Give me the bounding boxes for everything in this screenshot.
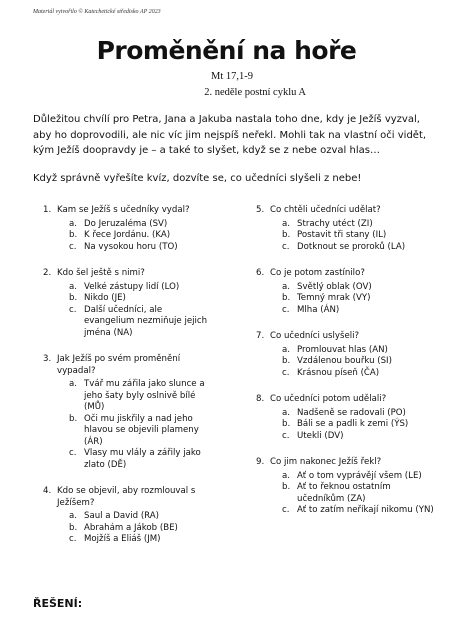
- answer-option: [282, 471, 436, 483]
- option-text: Další učedníci, ale evangelium nezmiňuje jejich jména (NA): [84, 304, 208, 338]
- quiz-question: [43, 268, 213, 339]
- question-number: 5.: [256, 205, 265, 215]
- option-letter: a.: [282, 218, 290, 229]
- option-text: Postavit tři stany (IL): [297, 230, 387, 240]
- answer-option: [282, 345, 436, 357]
- option-text: Ať to řeknou ostatním učedníkům (ZA): [297, 482, 391, 504]
- option-text: Na vysokou horu (TO): [84, 241, 178, 252]
- question-text: Co jim nakonec Ježíš řekl?: [270, 457, 382, 467]
- option-letter: b.: [69, 413, 78, 424]
- option-letter: c.: [69, 304, 77, 315]
- quiz-question: [43, 205, 213, 253]
- option-text: K řece Jordánu. (KA): [84, 230, 171, 240]
- option-letter: b.: [69, 293, 78, 303]
- answer-options: [69, 511, 213, 546]
- quiz-question: [256, 394, 436, 442]
- question-text: Co je potom zastínilo?: [270, 268, 365, 278]
- question-text: Co učedníci uslyšeli?: [270, 331, 360, 341]
- question-text: Kdo šel ještě s nimi?: [57, 268, 145, 278]
- answer-option: [282, 305, 436, 317]
- question-header: [256, 331, 436, 343]
- intro-paragraph: Důležitou chvílí pro Petra, Jana a Jakuba nastala toho dne, kdy je Ježíš vyzval, aby ho doprovodili, ale nic víc jim nejspíš neřekl. Mohli tak na vlastní oči vidět, kým Ježíš doopravdy je – a také to slyšet, když se z nebe ozval hlas…: [33, 114, 427, 156]
- option-text: Oči mu jiskřily a nad jeho hlavou se objevili plameny (ÁR): [84, 413, 199, 447]
- question-text: Co chtěli učedníci udělat?: [270, 205, 381, 215]
- answer-option: [282, 431, 436, 443]
- question-header: [256, 268, 436, 280]
- answer-options: [69, 379, 213, 471]
- answer-option: [69, 448, 213, 471]
- option-letter: b.: [282, 356, 291, 366]
- option-letter: a.: [282, 470, 290, 481]
- quiz-question: [256, 268, 436, 316]
- option-letter: a.: [69, 379, 77, 389]
- answer-options: [282, 345, 436, 380]
- answer-option: [282, 230, 436, 242]
- answer-option: [69, 379, 213, 414]
- option-text: Utekli (DV): [297, 430, 344, 441]
- option-letter: c.: [282, 304, 290, 315]
- option-letter: b.: [282, 230, 291, 240]
- question-text: Co učedníci potom udělali?: [270, 394, 387, 404]
- question-number: 4.: [43, 486, 52, 496]
- option-text: Tvář mu zářila jako slunce a jeho šaty byly oslnivě bílé (MŮ): [84, 379, 205, 412]
- question-text: Jak Ježíš po svém proměnění vypadal?: [57, 354, 181, 376]
- question-number: 9.: [256, 457, 265, 467]
- question-header: [43, 486, 213, 509]
- answer-options: [282, 408, 436, 443]
- option-letter: a.: [69, 511, 77, 521]
- answer-option: [282, 368, 436, 380]
- answer-option: [282, 505, 436, 517]
- quiz-question: [43, 486, 213, 546]
- question-header: [43, 354, 213, 377]
- questions-left-column: [43, 205, 213, 561]
- question-number: 7.: [256, 331, 265, 341]
- option-text: Ať o tom vyprávějí všem (LE): [297, 470, 422, 481]
- answer-options: [282, 282, 436, 317]
- quiz-question: [256, 457, 436, 517]
- question-text: Kdo se objevil, aby rozmlouval s Ježíšem?: [57, 486, 196, 508]
- option-letter: a.: [69, 281, 77, 292]
- option-text: Temný mrak (VY): [297, 293, 371, 303]
- answer-option: [69, 305, 213, 340]
- option-text: Nadšeně se radovali (PO): [297, 407, 406, 418]
- answer-option: [69, 230, 213, 242]
- option-letter: c.: [69, 241, 77, 252]
- option-text: Nikdo (JE): [84, 293, 126, 303]
- questions-right-column: [256, 205, 436, 532]
- answer-option: [69, 534, 213, 546]
- answer-option: [282, 408, 436, 420]
- option-text: Abrahám a Jákob (BE): [84, 522, 178, 533]
- question-number: 1.: [43, 205, 52, 215]
- option-letter: a.: [69, 218, 77, 229]
- question-header: [256, 457, 436, 469]
- option-letter: b.: [69, 522, 78, 533]
- option-text: Do Jeruzaléma (SV): [84, 218, 168, 229]
- question-number: 2.: [43, 268, 52, 278]
- option-text: Mojžíš a Eliáš (JM): [84, 534, 161, 544]
- answer-option: [282, 282, 436, 294]
- question-number: 6.: [256, 268, 265, 278]
- option-letter: a.: [282, 281, 290, 292]
- question-header: [256, 205, 436, 217]
- quiz-question: [43, 354, 213, 471]
- option-letter: c.: [282, 367, 290, 378]
- option-text: Saul a David (RA): [84, 511, 160, 521]
- option-text: Ať to zatím neříkají nikomu (YN): [297, 505, 434, 515]
- answer-option: [282, 419, 436, 431]
- option-letter: b.: [282, 419, 291, 429]
- option-text: Strachy utéct (ZI): [297, 218, 373, 229]
- answer-options: [69, 219, 213, 254]
- answer-option: [69, 242, 213, 254]
- quiz-instruction: Když správně vyřešíte kvíz, dozvíte se, co učedníci slyšeli z nebe!: [33, 173, 362, 184]
- option-letter: b.: [69, 230, 78, 240]
- option-text: Vzdálenou bouřku (SI): [297, 356, 392, 366]
- answer-option: [69, 523, 213, 535]
- option-text: Vlasy mu vlály a zářily jako zlato (DĚ): [84, 448, 201, 470]
- option-letter: c.: [282, 430, 290, 441]
- liturgical-sunday: 2. neděle postní cyklu A: [204, 87, 306, 98]
- option-text: Mlha (ÁN): [297, 304, 340, 315]
- option-text: Báli se a padli k zemi (ÝS): [297, 419, 409, 429]
- question-number: 8.: [256, 394, 265, 404]
- option-letter: c.: [69, 534, 77, 544]
- option-letter: a.: [282, 344, 290, 355]
- question-header: [256, 394, 436, 406]
- answer-option: [282, 356, 436, 368]
- option-text: Krásnou píseň (ČA): [297, 367, 380, 378]
- answer-option: [282, 482, 436, 505]
- answer-option: [282, 219, 436, 231]
- option-letter: b.: [282, 482, 291, 492]
- quiz-question: [256, 205, 436, 253]
- answer-options: [69, 282, 213, 340]
- answer-option: [282, 293, 436, 305]
- answer-option: [69, 282, 213, 294]
- option-letter: c.: [69, 448, 77, 458]
- answer-options: [282, 471, 436, 517]
- question-header: [43, 268, 213, 280]
- question-header: [43, 205, 213, 217]
- question-number: 3.: [43, 354, 52, 364]
- option-text: Promlouvat hlas (AN): [297, 344, 388, 355]
- page-title: Proměnění na hoře: [96, 36, 357, 65]
- answer-options: [282, 219, 436, 254]
- bible-reference: Mt 17,1-9: [211, 71, 253, 82]
- answer-option: [69, 219, 213, 231]
- answer-option: [282, 242, 436, 254]
- answer-option: [69, 293, 213, 305]
- quiz-question: [256, 331, 436, 379]
- answer-option: [69, 511, 213, 523]
- option-letter: b.: [282, 293, 291, 303]
- answer-option: [69, 414, 213, 449]
- option-letter: c.: [282, 505, 290, 515]
- option-letter: c.: [282, 241, 290, 252]
- solution-label: ŘEŠENÍ:: [33, 597, 83, 610]
- copyright-note: Materiál vytvořilo © Katechetické středisko AP 2023: [33, 9, 161, 15]
- question-text: Kam se Ježíš s učedníky vydal?: [57, 205, 190, 215]
- option-text: Světlý oblak (OV): [297, 281, 372, 292]
- option-text: Velké zástupy lidí (LO): [84, 281, 180, 292]
- option-letter: a.: [282, 407, 290, 418]
- option-text: Dotknout se proroků (LA): [297, 241, 406, 252]
